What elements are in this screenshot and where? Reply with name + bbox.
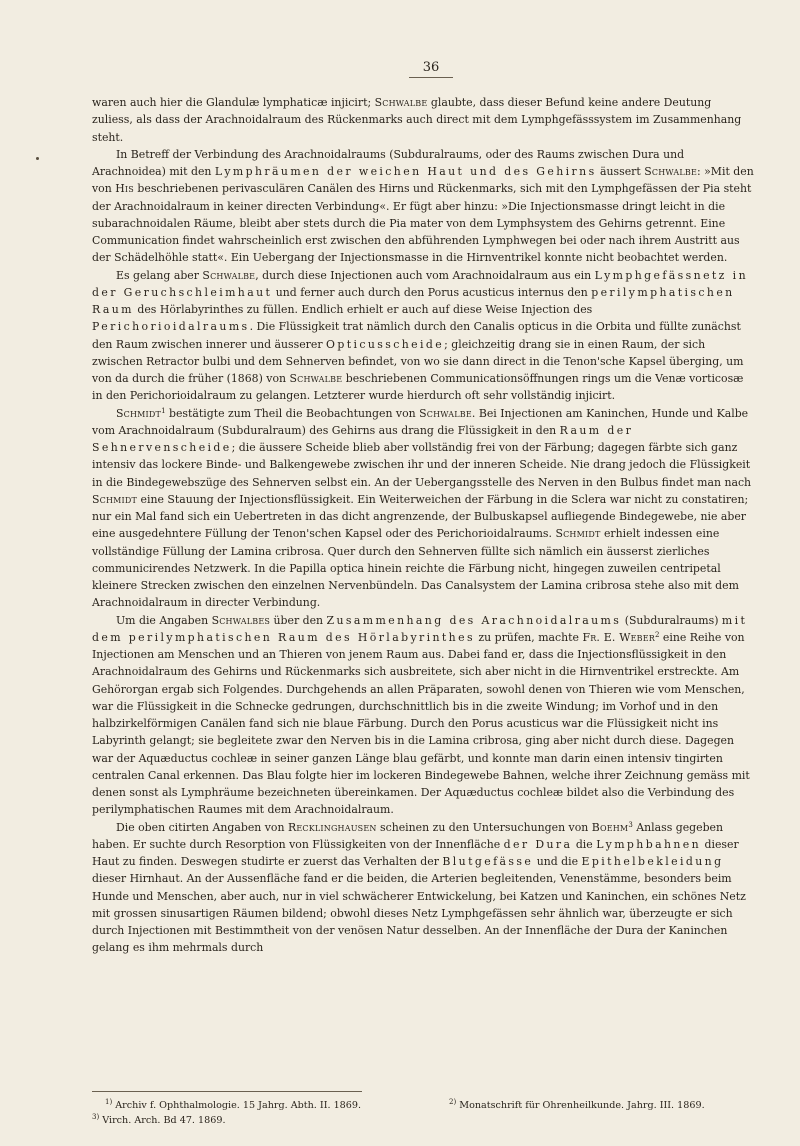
paragraph: [92, 94, 754, 146]
text-run: waren auch hier die Glandulæ lymphaticæ injicirt;: [92, 96, 375, 109]
spaced-emphasis: Raum der Sehnervenscheide: [92, 423, 634, 454]
spaced-emphasis: Lymphgefässnetz in der Geruchschleimhaut: [92, 268, 748, 299]
spaced-emphasis: Lymphräumen der weichen Haut und des Gehirns: [214, 165, 597, 178]
text-run: zu prüfen, machte: [474, 630, 583, 644]
text-run: erhielt indessen eine vollständige Füllung der Lamina cribrosa. Quer durch den Sehnerven füllte sich nämlich ein äusserst zierliches communicirendes Netzwerk. In die Papilla optica hinein reichte die Färbung nicht, hingegen zuweilen centripetal kleinere Strecken zwischen den einzelnen Nervenbündeln. Das Canalsystem der Lamina cribrosa stehe also mit dem Arachnoidalraum in directer Verbindung.: [92, 527, 739, 610]
author-name: Boehm: [591, 820, 629, 834]
text-run: eine Reihe von Injectionen am Menschen und an Thieren von jenem Raum aus. Dabei fand er, dass die Injectionsflüssigkeit in den Arachnoidalraum des Gehirns und Rückenmarks sich ausbreitete, sich aber nicht in die Hirnventrikel erstreckte. Am Gehörorgan ergab sich Folgendes. Durchgehends an allen Präparaten, sowohl denen von Thieren wie vom Menschen, war die Flüssigkeit in die Schnecke gedrungen, durchschnittlich bis in die zweite Windung; im Vorhof und in den halbzirkelförmigen Canälen fand sich nie blaue Färbung. Durch den Porus acusticus war die Flüssigkeit nicht ins Labyrinth gelangt; sie begleitete zwar den Nerven bis in die Lamina cribrosa, ging aber nicht durch diese. Dagegen war der Aquæductus cochleæ in seiner ganzen Länge blau gefärbt, und konnte man darin einen intensiv tingirten centralen Canal erkennen. Das Blau folgte hier im lockeren Bindegewebe Bahnen, welche ihrer Zeichnung gemäss mit denen sonst als Lymphräume bezeichneten übereinkamen. Der Aquæductus cochleæ bildet also die Verbindung des perilymphatischen Raumes mit dem Arachnoidalraum.: [92, 630, 750, 817]
spaced-emphasis: Epithelbekleidung: [581, 855, 724, 868]
text-run: scheinen zu den Untersuchungen von: [376, 820, 592, 834]
author-name: Schmidt: [116, 406, 162, 420]
text-run: eine Stauung der Injectionsflüssigkeit. Ein Weiterweichen der Färbung in die Sclera war nicht zu constatiren; nur ein Mal fand sich ein Uebertreten in das dicht angrenzende, der Bulbuskapsel aufliegende Bindegewebe, nie aber eine ausgedehntere Füllung der Tenon'schen Kapsel oder des Perichorioidalraums.: [92, 492, 749, 541]
text-run: , durch diese Injectionen auch vom Arachnoidalraum aus ein: [255, 268, 595, 282]
author-name: Schmidt: [92, 492, 138, 506]
footnote-ref: 1: [161, 406, 166, 415]
paragraph: [92, 819, 754, 957]
text-run: glaubte, dass dieser Befund keine andere Deutung zuliess, als dass der Arachnoidalraum des Rückenmarks auch direct mit dem Lymphgefässsystem im Zusammenhang steht.: [92, 96, 742, 144]
author-name: Schwalbe: [289, 372, 343, 385]
text-run: In Betreff der Verbindung des Arachnoidalraums (Subduralraums, oder des Raums zwischen Dura und Arachnoidea) mit den: [92, 147, 685, 178]
author-name: Schwalbe: [644, 165, 698, 178]
text-run: Anlass gegeben haben. Er suchte durch Resorption von Flüssigkeiten von der Innenfläche: [92, 820, 724, 851]
author-name: Schwalbe: [374, 96, 428, 109]
footnote-3: [92, 1113, 754, 1128]
footnote-2: [449, 1098, 754, 1113]
author-name: Schmidt: [555, 527, 601, 541]
text-run: ; die äussere Scheide blieb aber vollständig frei von der Färbung; dagegen färbte sich ganz intensiv das lockere Binde- und Balkengewebe zwischen ihr und der inneren Scheide. Nie drang jedoch die Flüssigkeit in die Bindegewebszüge des Sehnerven selbst ein. An der Uebergangsstelle des Nerven in den Bulbus findet man nach: [92, 441, 752, 489]
main-text: [92, 94, 754, 957]
footnote-1-mark: 1): [105, 1098, 113, 1106]
text-run: die: [572, 837, 597, 851]
footnote-3-text: Virch. Arch. Bd 47. 1869.: [102, 1115, 226, 1126]
footnote-2-text: Monatschrift für Ohrenheilkunde. Jahrg. III. 1869.: [459, 1100, 705, 1111]
paragraph: [92, 405, 754, 612]
text-run: bestätigte zum Theil die Beobachtungen von: [165, 406, 420, 420]
text-run: über den: [270, 613, 327, 627]
author-name: Recklinghausen: [287, 820, 377, 834]
text-run: Die oben citirten Angaben von: [116, 820, 288, 834]
paragraph: [92, 267, 754, 405]
text-run: dieser Haut zu finden. Deswegen studirte er zuerst das Verhalten der: [92, 837, 739, 868]
author-name: Schwalbes: [211, 613, 271, 627]
spaced-emphasis: Lymphbahnen: [596, 837, 702, 851]
text-run: Um die Angaben: [116, 613, 212, 627]
footnote-1: [92, 1098, 449, 1113]
footnotes: [92, 1098, 754, 1128]
text-run: . Bei Injectionen am Kaninchen, Hunde und Kalbe vom Arachnoidalraum (Subduralraum) des Gehirns aus drang die Flüssigkeit in den: [92, 406, 749, 437]
margin-mark: [36, 157, 39, 160]
text-run: ; gleichzeitig drang sie in einen Raum, der sich zwischen Retractor bulbi und dem Sehnerven befindet, von wo sie dann direct in die Tenon'sche Kapsel überging, um von da durch die früher (1868) von: [92, 337, 744, 385]
author-name: His: [115, 182, 134, 196]
footnote-ref: 2: [655, 630, 660, 639]
text-run: und ferner auch durch den Porus acusticus internus den: [272, 285, 592, 299]
footnote-3-mark: 3): [92, 1113, 100, 1121]
spaced-emphasis: Opticusscheide: [326, 337, 445, 351]
spaced-emphasis: perilymphatischen Raum: [92, 285, 735, 316]
footnote-rule: [92, 1091, 362, 1092]
text-run: des Hörlabyrinthes zu füllen. Endlich erhielt er auch auf diese Weise Injection des: [133, 303, 593, 316]
text-run: . Die Flüssigkeit trat nämlich durch den Canalis opticus in die Orbita und füllte zunächst den Raum zwischen innerer und äusserer: [92, 320, 741, 351]
spaced-emphasis: mit dem perilymphatischen Raum des Hörlabyrinthes: [92, 613, 748, 644]
text-run: Es gelang aber: [116, 268, 203, 282]
text-run: äussert: [596, 165, 645, 178]
spaced-emphasis: Zusammenhang des Arachnoidalraums: [326, 613, 622, 627]
footnote-ref: 3: [628, 820, 633, 829]
paragraph: [92, 612, 754, 819]
footnote-1-text: Archiv f. Ophthalmologie. 15 Jahrg. Abth. II. 1869.: [115, 1100, 362, 1111]
author-name: Schwalbe: [419, 406, 472, 420]
spaced-emphasis: der Dura: [503, 837, 573, 851]
text-run: (Subduralraums): [621, 613, 722, 627]
text-run: dieser Hirnhaut. An der Aussenfläche fand er die beiden, die Arterien begleitenden, Venenstämme, besonders beim Hunde und Menschen, aber auch, nur in viel schwächerer Entwickelung, bei Katzen und Kaninchen, ein schönes Netz mit grossen sinusartigen Räumen bildend; obwohl dieses Netz Lymphgefässen sehr ähnlich war, überzeugte er sich durch Injectionen mit Bestimmtheit von der venösen Natur desselben. An der Innenfläche der Dura der Kaninchen gelang es ihm mehrmals durch: [92, 872, 746, 955]
spaced-emphasis: Perichorioidalraums: [92, 320, 250, 334]
text-run: beschriebenen perivasculären Canälen des Hirns und Rückenmarks, sich mit den Lymphgefässen der Pia steht der Arachnoidalraum in keiner directen Verbindung«. Er fügt aber hinzu: »Die Injectionsmasse dringt leicht in die subarachnoidalen Räume, bleibt aber stets durch die Pia mater von dem Lymphsystem des Gehirns getrennt. Eine Communication findet wahrscheinlich erst zwischen den abführenden Lymphwegen bei oder nach ihrem Austritt aus der Schädelhöhle statt«. Ein Uebergang der Injectionsmasse in die Hirnventrikel konnte nicht beobachtet werden.: [92, 182, 752, 265]
author-name: Schwalbe: [202, 268, 256, 282]
page-number: 36: [409, 60, 453, 78]
author-name: Fr. E. Weber: [582, 630, 655, 644]
spaced-emphasis: Blutgefässe: [442, 855, 534, 868]
text-run: und die: [533, 855, 582, 868]
paragraph: [92, 146, 754, 267]
text-run: : »Mit den von: [92, 165, 754, 196]
text-run: beschriebenen Communicationsöffnungen rings um die Venæ vorticosæ in den Perichorioidalraum zu gelangen. Letzterer wurde hierdurch oft sehr vollständig injicirt.: [92, 372, 744, 403]
footnote-2-mark: 2): [449, 1098, 457, 1106]
